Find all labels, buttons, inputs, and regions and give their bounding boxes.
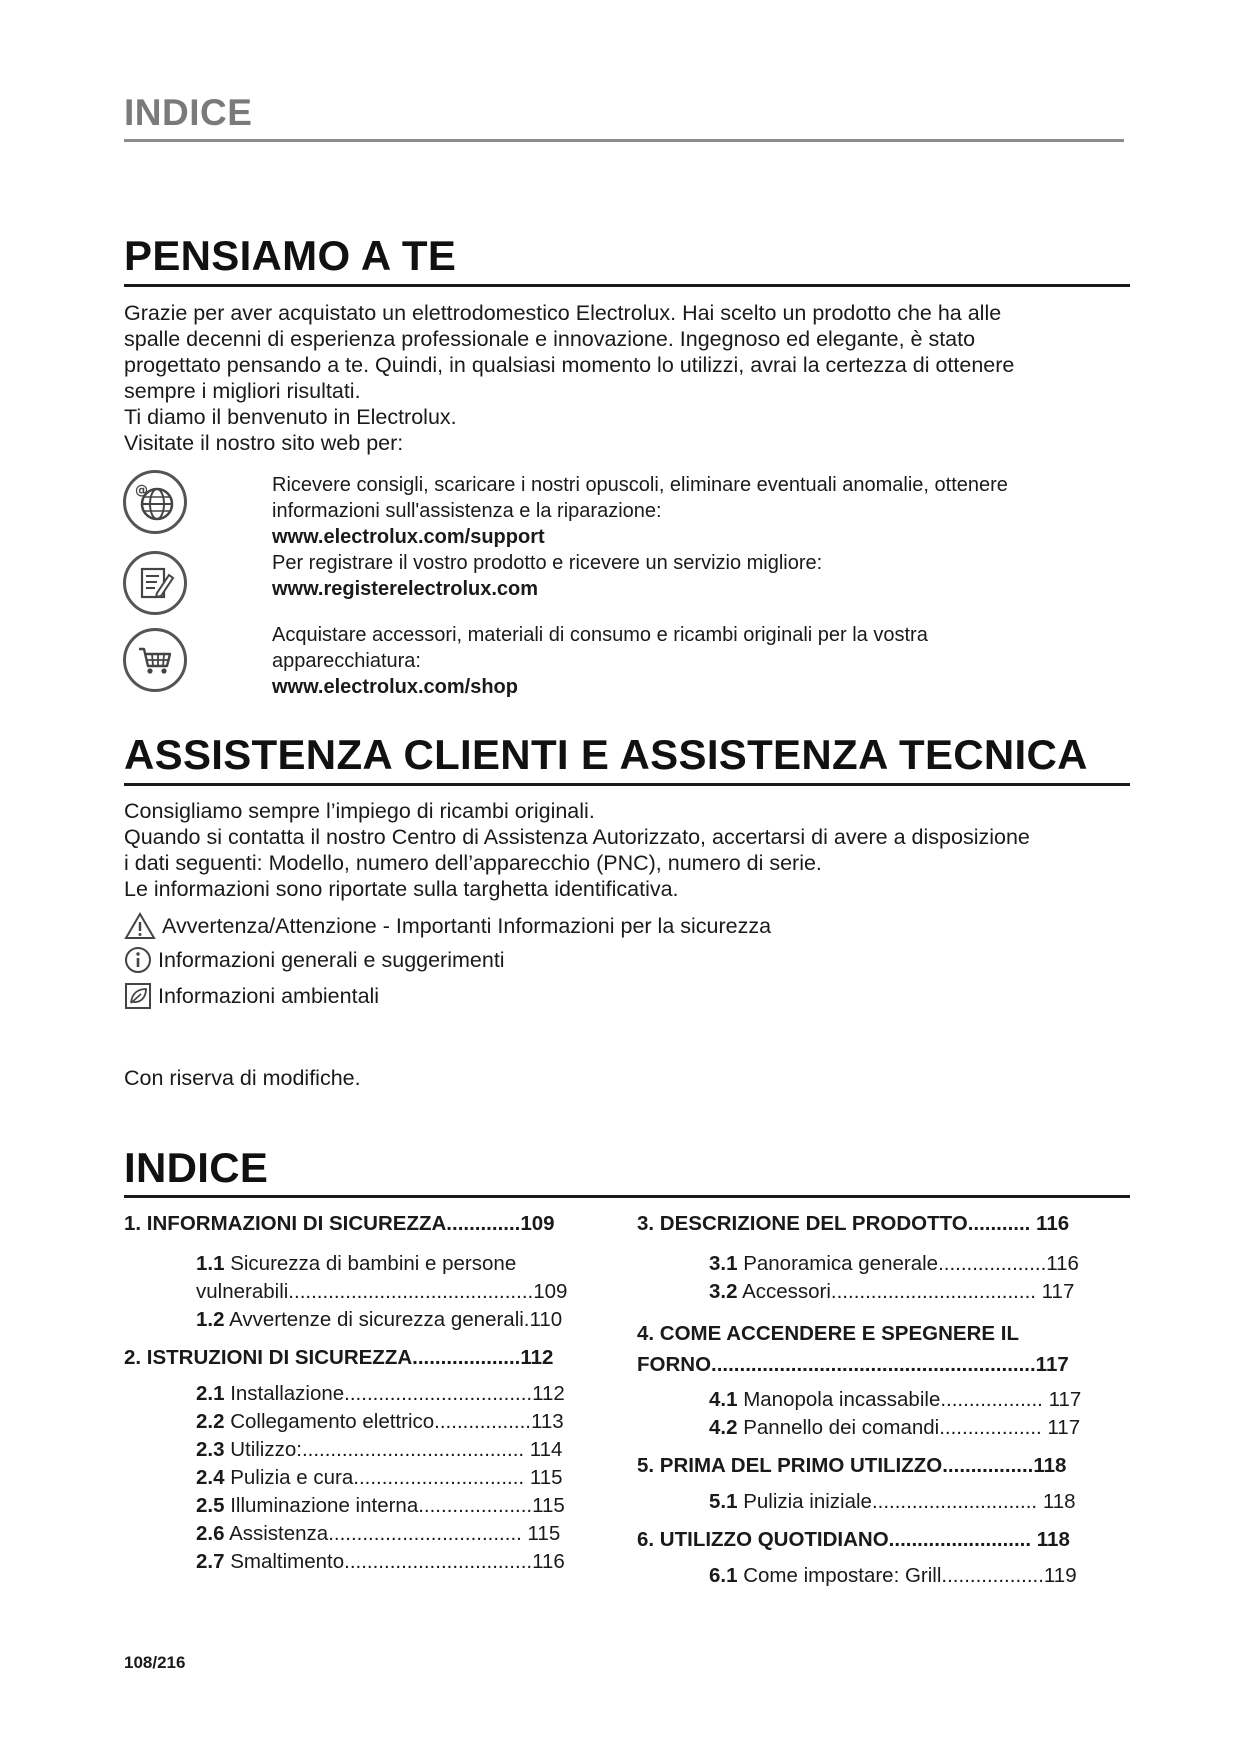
legend-info: Informazioni generali e suggerimenti <box>124 946 505 974</box>
toc-entry[interactable]: 2.5 Illuminazione interna....................115 <box>196 1494 565 1517</box>
web-item-support: Ricevere consigli, scaricare i nostri opuscoli, eliminare eventuali anomalie, ottenere informazioni sull'assistenza e la riparazione: www.electrolux.com/support <box>272 472 1132 550</box>
toc-right-column <box>637 1212 1137 1590</box>
assistance-paragraph: Consigliamo sempre l’impiego di ricambi originali. Quando si contatta il nostro Centro di Assistenza Autorizzato, accertarsi di avere a disposizione i dati seguenti: Modello, numero dell’apparecchio (PNC), numero di serie. Le informazioni sono riportate sulla targhetta identificativa. <box>124 799 1030 901</box>
shopping-cart-icon <box>123 628 187 692</box>
globe-icon <box>123 470 187 534</box>
toc-entry[interactable]: vulnerabili...........................................109 <box>196 1280 568 1303</box>
section-divider <box>124 1195 1130 1198</box>
section-title-assistenza: ASSISTENZA CLIENTI E ASSISTENZA TECNICA <box>124 731 1088 778</box>
intro-paragraph: Grazie per aver acquistato un elettrodomestico Electrolux. Hai scelto un prodotto che ha alle spalle decenni di esperienza professionale e innovazione. Ingegnoso ed elegante, è stato progettato pensando a te. Quindi, in qualsiasi momento lo utilizzi, avrai la certezza di ottenere sempre i migliori risultati. Ti diamo il benvenuto in Electrolux. Visitate il nostro sito web per: <box>124 301 1015 455</box>
header-divider <box>124 139 1124 142</box>
toc-entry[interactable]: 2.7 Smaltimento.................................116 <box>196 1550 565 1573</box>
toc-chapter-6[interactable]: 6. UTILIZZO QUOTIDIANO......................... 118 <box>637 1528 1070 1551</box>
section-title-pensiamo: PENSIAMO A TE <box>124 232 457 279</box>
toc-entry[interactable]: 4.2 Pannello dei comandi.................. 117 <box>709 1416 1081 1439</box>
page-number: 108/216 <box>124 1653 186 1672</box>
toc-entry[interactable]: 2.2 Collegamento elettrico.................113 <box>196 1410 564 1433</box>
register-icon <box>123 551 187 615</box>
toc-chapter-3[interactable]: 3. DESCRIZIONE DEL PRODOTTO........... 116 <box>637 1212 1070 1235</box>
toc-entry[interactable]: 4.1 Manopola incassabile.................. 117 <box>709 1388 1082 1411</box>
toc-entry[interactable]: 6.1 Come impostare: Grill..................119 <box>709 1564 1077 1587</box>
toc-chapter-1[interactable]: 1. INFORMAZIONI DI SICUREZZA.............109 <box>124 1212 555 1235</box>
toc-chapter-5[interactable]: 5. PRIMA DEL PRIMO UTILIZZO................118 <box>637 1454 1067 1477</box>
web-item-register: Per registrare il vostro prodotto e ricevere un servizio migliore: www.registerelectrolux.com <box>272 550 1132 602</box>
toc-chapter-2[interactable]: 2. ISTRUZIONI DI SICUREZZA...................112 <box>124 1346 554 1369</box>
toc-entry[interactable]: 2.1 Installazione.................................112 <box>196 1382 565 1405</box>
register-link[interactable]: www.registerelectrolux.com <box>272 578 539 600</box>
leaf-icon <box>124 982 152 1010</box>
info-icon <box>124 946 152 974</box>
toc-entry[interactable]: 2.4 Pulizia e cura.............................. 115 <box>196 1466 563 1489</box>
toc-entry[interactable]: 2.6 Assistenza.................................. 115 <box>196 1522 561 1545</box>
section-divider <box>124 284 1130 287</box>
legend-warning: Avvertenza/Attenzione - Importanti Informazioni per la sicurezza <box>124 912 771 940</box>
toc-entry[interactable]: 5.1 Pulizia iniziale............................. 118 <box>709 1490 1076 1513</box>
web-item-shop: Acquistare accessori, materiali di consumo e ricambi originali per la vostra apparecchiatura: www.electrolux.com/shop <box>272 622 1132 700</box>
toc-entry[interactable]: 2.3 Utilizzo:....................................... 114 <box>196 1438 563 1461</box>
page-header-title: INDICE <box>124 92 253 133</box>
shop-link[interactable]: www.electrolux.com/shop <box>272 676 518 698</box>
svg-text:@: @ <box>135 483 148 498</box>
toc-entry[interactable]: 1.1 Sicurezza di bambini e persone <box>196 1252 517 1275</box>
legend-environment: Informazioni ambientali <box>124 982 379 1010</box>
toc-left-column <box>124 1212 624 1576</box>
warning-icon <box>124 912 156 940</box>
toc-entry[interactable]: 3.2 Accessori.................................... 117 <box>709 1280 1075 1303</box>
section-divider <box>124 783 1130 786</box>
toc-chapter-4[interactable]: 4. COME ACCENDERE E SPEGNERE IL FORNO.........................................................117 <box>637 1322 1069 1376</box>
toc-entry[interactable]: 3.1 Panoramica generale...................116 <box>709 1252 1079 1275</box>
support-link[interactable]: www.electrolux.com/support <box>272 526 545 548</box>
toc-entry[interactable]: 1.2 Avvertenze di sicurezza generali.110 <box>196 1308 563 1331</box>
section-title-indice: INDICE <box>124 1144 269 1191</box>
disclaimer-note: Con riserva di modifiche. <box>124 1066 361 1090</box>
